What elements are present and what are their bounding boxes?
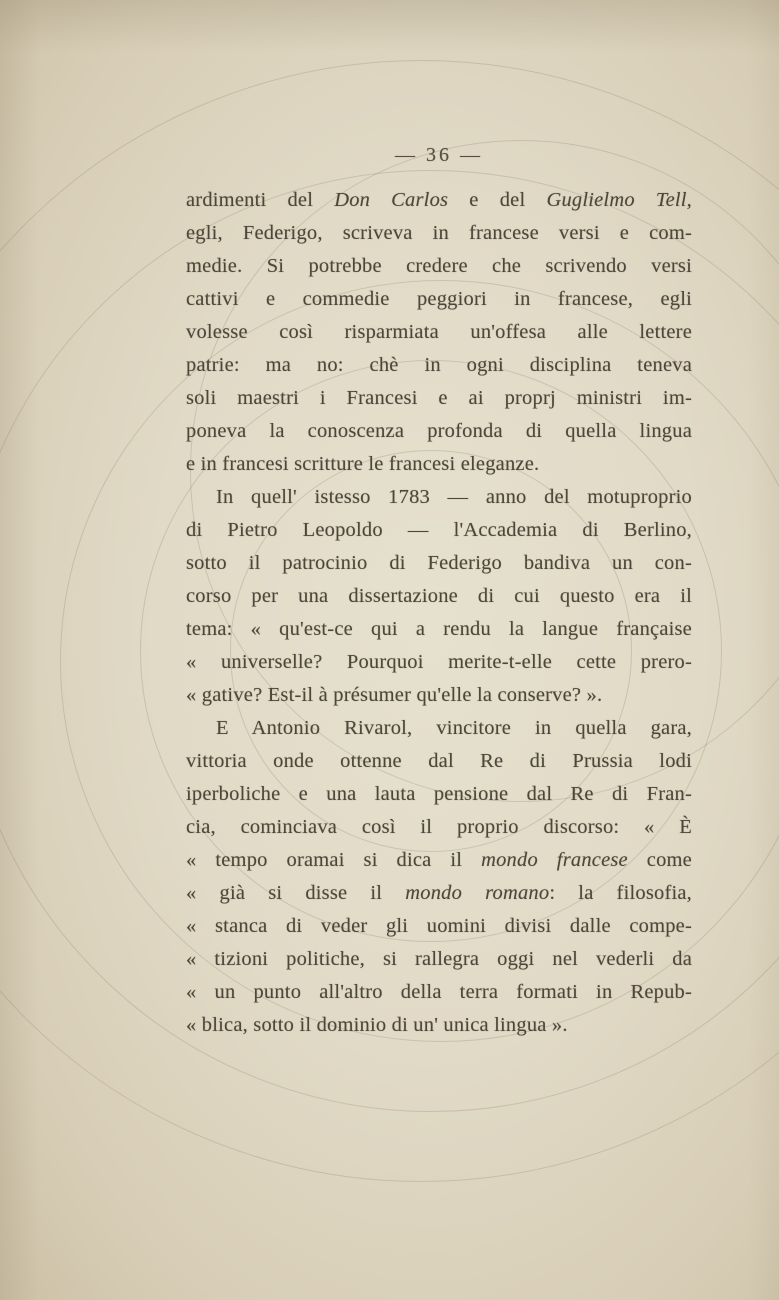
text-segment: corso per una dissertazione di cui questo era il [186, 585, 692, 607]
italic-text: mondo francese [481, 849, 628, 871]
text-segment: cia, cominciava così il proprio discorso: « È [186, 816, 692, 838]
text-segment: « tizioni politiche, si rallegra oggi nel vederli da [186, 948, 692, 970]
text-line [186, 514, 692, 547]
text-line [186, 382, 692, 415]
text-segment: « blica, sotto il dominio di un' unica lingua ». [186, 1014, 568, 1036]
text-line [186, 811, 692, 844]
text-segment: patrie: ma no: chè in ogni disciplina teneva [186, 354, 692, 376]
text-line [186, 976, 692, 1009]
text-line [186, 712, 692, 745]
text-line [186, 580, 692, 613]
text-line [186, 1009, 692, 1042]
text-segment: « tempo oramai si dica il [186, 849, 482, 871]
text-segment: di Pietro Leopoldo — l'Accademia di Berlino, [186, 519, 692, 541]
italic-text: mondo romano [405, 882, 550, 904]
text-line [186, 679, 692, 712]
text-line [186, 217, 692, 250]
text-line [186, 448, 692, 481]
text-segment: tema: « qu'est-ce qui a rendu la langue française [186, 618, 692, 640]
text-segment: « universelle? Pourquoi merite-t-elle cette prero- [186, 651, 692, 673]
italic-text: Guglielmo Tell, [546, 189, 693, 211]
text-segment: ardimenti del [186, 189, 335, 211]
text-segment: sotto il patrocinio di Federigo bandiva un con- [186, 552, 692, 574]
text-segment: E Antonio Rivarol, vincitore in quella gara, [216, 717, 692, 739]
text-segment: cattivi e commedie peggiori in francese, egli [186, 288, 692, 310]
text-line [186, 778, 692, 811]
text-line [186, 844, 692, 877]
text-segment: « un punto all'altro della terra formati in Repub- [186, 981, 692, 1003]
page-number: — 36 — [395, 144, 483, 166]
text-segment: e in francesi scritture le francesi eleganze. [186, 453, 540, 475]
text-segment: In quell' istesso 1783 — anno del motuproprio [216, 486, 692, 508]
text-segment: medie. Si potrebbe credere che scrivendo versi [186, 255, 692, 277]
text-segment: soli maestri i Francesi e ai proprj ministri im- [186, 387, 692, 409]
text-line [186, 745, 692, 778]
paragraph [186, 481, 692, 712]
text-line [186, 415, 692, 448]
text-line [186, 184, 692, 217]
text-segment: « gative? Est-il à présumer qu'elle la conserve? ». [186, 684, 603, 706]
text-segment: vittoria onde ottenne dal Re di Prussia lodi [186, 750, 692, 772]
text-segment: : la filosofia, [549, 882, 692, 904]
text-line [186, 316, 692, 349]
text-segment: « già si disse il [186, 882, 406, 904]
text-segment: poneva la conoscenza profonda di quella lingua [186, 420, 692, 442]
text-segment: e del [448, 189, 547, 211]
text-segment: « stanca di veder gli uomini divisi dalle compe- [186, 915, 692, 937]
text-segment: egli, Federigo, scriveva in francese versi e com- [186, 222, 692, 244]
text-line [186, 250, 692, 283]
text-segment: come [627, 849, 692, 871]
text-segment: volesse così risparmiata un'offesa alle lettere [186, 321, 692, 343]
text-line [186, 283, 692, 316]
text-line [186, 910, 692, 943]
text-segment: iperboliche e una lauta pensione dal Re di Fran- [186, 783, 692, 805]
text-line [186, 547, 692, 580]
text-line [186, 349, 692, 382]
text-line [186, 646, 692, 679]
text-line [186, 613, 692, 646]
paragraph [186, 712, 692, 1042]
text-line [186, 877, 692, 910]
text-line [186, 481, 692, 514]
text-line [186, 943, 692, 976]
page-text [186, 184, 692, 1042]
paragraph [186, 184, 692, 481]
italic-text: Don Carlos [334, 189, 449, 211]
